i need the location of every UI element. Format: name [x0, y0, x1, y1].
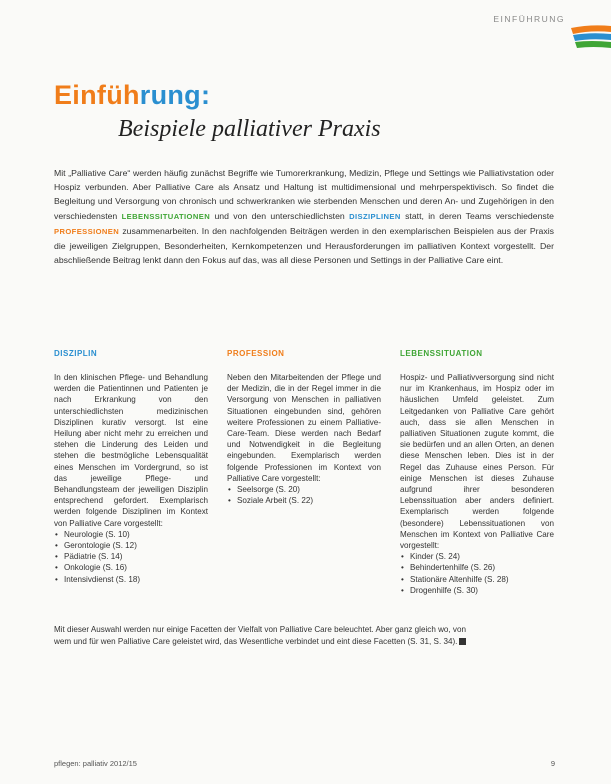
lebenssituation-list	[400, 551, 554, 596]
list-item: • Drogenhilfe (S. 30)	[410, 585, 554, 596]
keyword-lebenssituationen: LEBENSSITUATIONEN	[121, 211, 211, 221]
keyword-professionen: PROFESSIONEN	[54, 226, 120, 236]
color-swoosh-icon	[567, 22, 611, 52]
title-part-blue: rung	[139, 80, 201, 110]
list-item: • Seelsorge (S. 20)	[237, 484, 381, 495]
disziplin-list	[54, 529, 208, 585]
list-item: • Pädiatrie (S. 14)	[64, 551, 208, 562]
column-profession	[227, 372, 381, 506]
end-mark-icon	[459, 638, 466, 645]
page-number: 9	[550, 759, 555, 768]
intro-text: Mit „Palliative Care“ werden häufig zunächst Begriffe wie Tumorerkrankung, Medizin, Pflege und Settings wie Palliativstation oder Hospiz verbunden. Aber Palliative Care als Ansatz und Haltung ist multidimensional und mehrperspektivisch. So findet die Begleitung und Versorgung von chronisch und schwerkranken wie sterbenden Menschen und deren An- und Zugehörigen in den verschiedensten	[54, 168, 554, 221]
column-heading-lebenssituation: LEBENSSITUATION	[400, 349, 483, 358]
intro-text: zusammenarbeiten. In den nachfolgenden Beiträgen werden in den exemplarischen Beispielen aus der Praxis die jeweiligen Zielgruppen, Besonderheiten, Kernkompetenzen und Herausforderungen im palliativen Kontext vorgestellt. Der abschließende Beitrag lenkt dann den Fokus auf das, was all diese Personen und Settings in der Palliative Care eint.	[54, 225, 554, 266]
section-tag: EINFÜHRUNG	[493, 14, 565, 24]
title-part-orange: Einfüh	[54, 80, 140, 110]
column-heading-disziplin: DISZIPLIN	[54, 349, 98, 358]
column-text: Hospiz- und Palliativversorgung sind nicht nur im Krankenhaus, im Hospiz oder im häuslichen Umfeld geleistet. Zum Leitgedanken von Palliative Care gehört auch, dass sie allen Menschen in palliativen Situationen zugute kommt, die sie bedürfen und an allen Orten, an denen diese Menschen leben. Dies ist in der Regel das Zuhause eines Person. Für einige Menschen ist dieses Zuhause aufgrund ihrer besonderen Lebenssituation aber anders definiert. Exemplarisch werden folgende (besondere) Lebenssituationen von Menschen im Kontext von Palliative Care vorgestellt:	[400, 373, 554, 551]
column-text: Neben den Mitarbeitenden der Pflege und der Medizin, die in der Regel immer in die Versorgung von Menschen in palliativen Situationen eingebunden sind, gehören weitere Professionen zu einem Palliative-Care-Team. Diese werden nach Bedarf und Notwendigkeit in die Begleitung eingebunden. Exemplarisch werden folgende Professionen im Kontext von Palliative Care vorgestellt:	[227, 373, 381, 483]
list-item: • Behindertenhilfe (S. 26)	[410, 562, 554, 573]
list-item: • Stationäre Altenhilfe (S. 28)	[410, 574, 554, 585]
closing-paragraph	[54, 624, 474, 648]
list-item: • Gerontologie (S. 12)	[64, 540, 208, 551]
page-title	[54, 80, 210, 111]
list-item: • Onkologie (S. 16)	[64, 562, 208, 573]
list-item: • Intensivdienst (S. 18)	[64, 574, 208, 585]
closing-text: Mit dieser Auswahl werden nur einige Facetten der Vielfalt von Palliative Care beleuchtet. Aber ganz gleich wo, von wem und für wen Palliative Care geleistet wird, das Wesentliche verbindet und eint diese Facetten (S. 31, S. 34).	[54, 625, 466, 646]
list-item: • Neurologie (S. 10)	[64, 529, 208, 540]
list-item: • Kinder (S. 24)	[410, 551, 554, 562]
page-subtitle: Beispiele palliativer Praxis	[118, 116, 381, 142]
column-text: In den klinischen Pflege- und Behandlung werden die Patientinnen und Patienten je nach Erkrankung von den unterschiedlichsten medizinischen Disziplinen kurativ versorgt. Ist eine Heilung aber nicht mehr zu erreichen und stehen die Linderung des Leiden und stehen die bestmögliche Lebensqualität eines Menschen im Vordergrund, so ist das jeweilige Pflege- und Behandlungsteam der jeweiligen Disziplin entsprechend gefordert. Exemplarisch werden folgende Disziplinen im Kontext von Palliative Care vorgestellt:	[54, 373, 208, 528]
column-disziplin	[54, 372, 208, 585]
title-colon: :	[200, 80, 211, 110]
column-lebenssituation	[400, 372, 554, 596]
footer-publication: pflegen: palliativ 2012/15	[54, 759, 137, 768]
intro-text: statt, in deren Teams verschiedenste	[405, 210, 555, 221]
keyword-disziplinen: DISZIPLINEN	[349, 211, 401, 221]
intro-text: und von den unterschiedlichsten	[214, 210, 345, 221]
column-heading-profession: PROFESSION	[227, 349, 285, 358]
profession-list	[227, 484, 381, 506]
intro-paragraph	[54, 166, 554, 267]
list-item: • Soziale Arbeit (S. 22)	[237, 495, 381, 506]
